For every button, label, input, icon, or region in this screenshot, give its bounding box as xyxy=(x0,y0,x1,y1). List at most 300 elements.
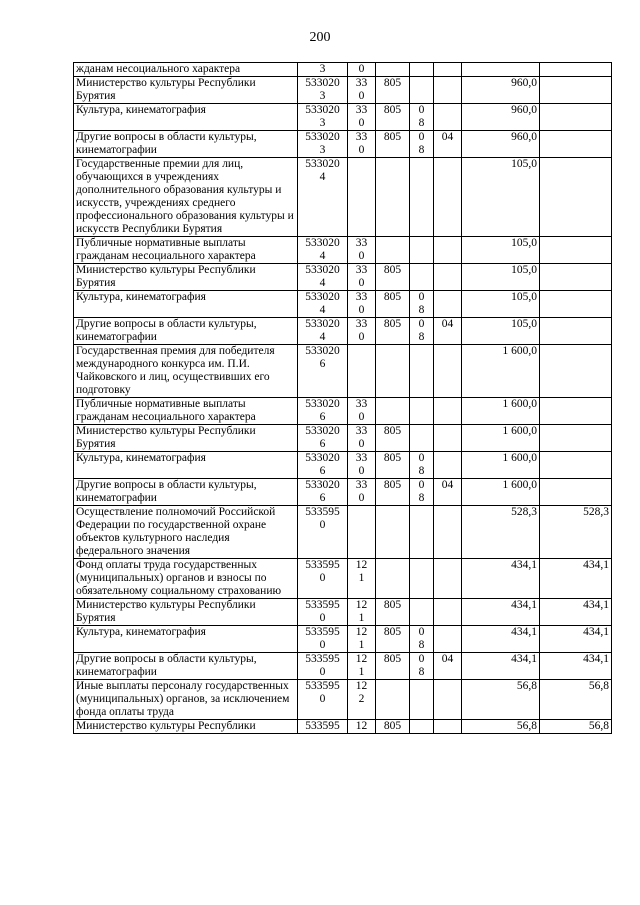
table-row xyxy=(74,345,612,398)
cell-text: Публичные нормативные выплаты гражданам несоциального характера xyxy=(76,237,256,262)
cell-text: 0 8 xyxy=(418,104,425,129)
cell-text: Министерство культуры Республики Бурятия xyxy=(76,425,256,450)
cell-text: 56,8 xyxy=(588,720,609,732)
cell-gr xyxy=(376,237,410,264)
cell-name xyxy=(74,237,298,264)
cell-text: 533020 6 xyxy=(305,452,340,477)
cell-s2 xyxy=(540,425,612,452)
cell-s2 xyxy=(540,626,612,653)
cell-cs xyxy=(298,599,348,626)
cell-cs xyxy=(298,318,348,345)
cell-text: 434,1 xyxy=(583,559,609,571)
table-row xyxy=(74,318,612,345)
cell-s1 xyxy=(462,680,540,720)
cell-name xyxy=(74,398,298,425)
cell-text: 434,1 xyxy=(511,653,537,665)
cell-text: 533595 0 xyxy=(305,626,340,651)
cell-text: 33 0 xyxy=(355,318,368,343)
cell-vr xyxy=(348,479,376,506)
cell-cs xyxy=(298,479,348,506)
cell-rz xyxy=(410,559,434,599)
cell-pr xyxy=(434,680,462,720)
cell-rz xyxy=(410,131,434,158)
cell-pr xyxy=(434,318,462,345)
cell-cs xyxy=(298,77,348,104)
cell-text: 1 600,0 xyxy=(502,345,537,357)
cell-vr xyxy=(348,626,376,653)
cell-s1 xyxy=(462,506,540,559)
cell-pr xyxy=(434,653,462,680)
cell-text: 0 8 xyxy=(418,626,425,651)
cell-name xyxy=(74,291,298,318)
cell-name xyxy=(74,599,298,626)
cell-s2 xyxy=(540,506,612,559)
cell-s2 xyxy=(540,63,612,77)
cell-s2 xyxy=(540,318,612,345)
cell-pr xyxy=(434,559,462,599)
cell-pr xyxy=(434,599,462,626)
cell-text: Министерство культуры Республики Бурятия xyxy=(76,599,256,624)
cell-cs xyxy=(298,653,348,680)
cell-rz xyxy=(410,599,434,626)
cell-text: 960,0 xyxy=(511,131,537,143)
cell-s1 xyxy=(462,158,540,237)
cell-rz xyxy=(410,506,434,559)
cell-text: 12 1 xyxy=(355,653,368,678)
cell-cs xyxy=(298,237,348,264)
cell-text: 528,3 xyxy=(583,506,609,518)
cell-text: 12 1 xyxy=(355,626,368,651)
cell-cs xyxy=(298,63,348,77)
cell-rz xyxy=(410,264,434,291)
cell-text: Публичные нормативные выплаты гражданам несоциального характера xyxy=(76,398,256,423)
cell-s1 xyxy=(462,131,540,158)
cell-text: Другие вопросы в области культуры, кинематографии xyxy=(76,653,257,678)
cell-text: Министерство культуры Республики xyxy=(76,720,256,732)
table-row xyxy=(74,653,612,680)
table-row xyxy=(74,559,612,599)
cell-text: 12 1 xyxy=(355,559,368,584)
cell-text: 960,0 xyxy=(511,104,537,116)
cell-s2 xyxy=(540,479,612,506)
cell-text: 533595 0 xyxy=(305,680,340,705)
cell-name xyxy=(74,479,298,506)
cell-text: 1 600,0 xyxy=(502,398,537,410)
cell-s1 xyxy=(462,318,540,345)
table-body xyxy=(74,63,612,734)
cell-cs xyxy=(298,291,348,318)
cell-text: Культура, кинематография xyxy=(76,452,206,464)
cell-text: 434,1 xyxy=(583,626,609,638)
cell-vr xyxy=(348,452,376,479)
cell-text: 1 600,0 xyxy=(502,425,537,437)
cell-text: 33 0 xyxy=(355,425,368,450)
cell-text: 04 xyxy=(441,318,454,330)
cell-text: Другие вопросы в области культуры, кинематографии xyxy=(76,131,257,156)
cell-text: 533020 4 xyxy=(305,318,340,343)
cell-gr xyxy=(376,291,410,318)
table-row xyxy=(74,237,612,264)
cell-rz xyxy=(410,452,434,479)
page-number: 200 xyxy=(309,30,331,45)
cell-name xyxy=(74,626,298,653)
cell-vr xyxy=(348,680,376,720)
cell-name xyxy=(74,158,298,237)
cell-name xyxy=(74,104,298,131)
cell-text: 960,0 xyxy=(511,77,537,89)
cell-s1 xyxy=(462,599,540,626)
cell-rz xyxy=(410,318,434,345)
cell-text: Культура, кинематография xyxy=(76,291,206,303)
cell-text: 33 0 xyxy=(355,77,368,102)
table-row xyxy=(74,398,612,425)
cell-text: 805 xyxy=(383,452,402,464)
cell-name xyxy=(74,318,298,345)
cell-text: 105,0 xyxy=(511,318,537,330)
cell-vr xyxy=(348,506,376,559)
cell-text: 533020 4 xyxy=(305,291,340,316)
cell-text: Культура, кинематография xyxy=(76,104,206,116)
cell-name xyxy=(74,345,298,398)
cell-pr xyxy=(434,131,462,158)
cell-text: 12 xyxy=(355,720,368,732)
cell-name xyxy=(74,131,298,158)
cell-pr xyxy=(434,291,462,318)
cell-name xyxy=(74,77,298,104)
cell-text: Министерство культуры Республики Бурятия xyxy=(76,77,256,102)
cell-text: 0 8 xyxy=(418,452,425,477)
cell-cs xyxy=(298,104,348,131)
cell-pr xyxy=(434,425,462,452)
cell-gr xyxy=(376,653,410,680)
cell-text: 533595 0 xyxy=(305,599,340,624)
cell-text: 04 xyxy=(441,653,454,665)
cell-text: 533020 3 xyxy=(305,104,340,129)
cell-text: 533020 6 xyxy=(305,479,340,504)
table-row xyxy=(74,104,612,131)
cell-text: 0 8 xyxy=(418,653,425,678)
cell-text: 528,3 xyxy=(511,506,537,518)
table-row xyxy=(74,291,612,318)
cell-text: 533595 0 xyxy=(305,653,340,678)
cell-cs xyxy=(298,626,348,653)
cell-pr xyxy=(434,479,462,506)
cell-text: 533595 0 xyxy=(305,559,340,584)
cell-text: 533020 6 xyxy=(305,398,340,423)
cell-rz xyxy=(410,291,434,318)
cell-rz xyxy=(410,680,434,720)
cell-text: 1 600,0 xyxy=(502,452,537,464)
cell-s2 xyxy=(540,720,612,734)
cell-text: 56,8 xyxy=(516,720,537,732)
cell-gr xyxy=(376,63,410,77)
cell-s2 xyxy=(540,653,612,680)
cell-gr xyxy=(376,77,410,104)
cell-gr xyxy=(376,599,410,626)
cell-text: 805 xyxy=(383,653,402,665)
cell-rz xyxy=(410,425,434,452)
cell-name xyxy=(74,264,298,291)
cell-text: 533020 3 xyxy=(305,131,340,156)
cell-vr xyxy=(348,77,376,104)
cell-text: 533020 4 xyxy=(305,237,340,262)
cell-pr xyxy=(434,77,462,104)
cell-s2 xyxy=(540,291,612,318)
cell-gr xyxy=(376,680,410,720)
table-row xyxy=(74,626,612,653)
cell-text: 0 8 xyxy=(418,131,425,156)
cell-text: 105,0 xyxy=(511,264,537,276)
cell-s1 xyxy=(462,237,540,264)
cell-gr xyxy=(376,479,410,506)
cell-pr xyxy=(434,345,462,398)
cell-cs xyxy=(298,559,348,599)
table-row xyxy=(74,479,612,506)
cell-text: 0 8 xyxy=(418,318,425,343)
cell-text: 1 600,0 xyxy=(502,479,537,491)
cell-vr xyxy=(348,291,376,318)
cell-text: 105,0 xyxy=(511,237,537,249)
table-row xyxy=(74,158,612,237)
cell-text: 805 xyxy=(383,479,402,491)
cell-text: 533595 xyxy=(305,720,340,732)
cell-s2 xyxy=(540,680,612,720)
cell-vr xyxy=(348,720,376,734)
cell-text: 33 0 xyxy=(355,131,368,156)
cell-rz xyxy=(410,345,434,398)
cell-text: 04 xyxy=(441,131,454,143)
cell-s1 xyxy=(462,626,540,653)
cell-text: 805 xyxy=(383,77,402,89)
cell-text: Другие вопросы в области культуры, кинематографии xyxy=(76,479,257,504)
cell-text: 0 xyxy=(358,63,365,75)
cell-s2 xyxy=(540,237,612,264)
cell-rz xyxy=(410,77,434,104)
cell-cs xyxy=(298,680,348,720)
cell-text: 533595 0 xyxy=(305,506,340,531)
cell-vr xyxy=(348,131,376,158)
cell-text: 33 0 xyxy=(355,398,368,423)
cell-vr xyxy=(348,599,376,626)
cell-pr xyxy=(434,63,462,77)
cell-gr xyxy=(376,104,410,131)
cell-pr xyxy=(434,398,462,425)
cell-text: 33 0 xyxy=(355,104,368,129)
table-row xyxy=(74,680,612,720)
cell-text: 434,1 xyxy=(511,559,537,571)
cell-gr xyxy=(376,264,410,291)
cell-s1 xyxy=(462,77,540,104)
cell-text: 0 8 xyxy=(418,291,425,316)
cell-cs xyxy=(298,158,348,237)
cell-s1 xyxy=(462,720,540,734)
cell-text: 805 xyxy=(383,425,402,437)
cell-text: 56,8 xyxy=(588,680,609,692)
cell-vr xyxy=(348,425,376,452)
cell-text: 105,0 xyxy=(511,291,537,303)
cell-text: Государственная премия для победителя международного конкурса им. П.И. Чайковского и лиц, осуществивших его подготовку xyxy=(76,345,275,396)
cell-rz xyxy=(410,720,434,734)
cell-s2 xyxy=(540,452,612,479)
cell-s1 xyxy=(462,479,540,506)
cell-s1 xyxy=(462,653,540,680)
cell-vr xyxy=(348,63,376,77)
table-row xyxy=(74,452,612,479)
cell-cs xyxy=(298,345,348,398)
cell-text: 805 xyxy=(383,720,402,732)
cell-text: 805 xyxy=(383,104,402,116)
cell-vr xyxy=(348,104,376,131)
cell-text: Осуществление полномочий Российской Федерации по государственной охране объектов культурного наследия федерального значения xyxy=(76,506,276,557)
cell-pr xyxy=(434,104,462,131)
cell-rz xyxy=(410,104,434,131)
cell-name xyxy=(74,506,298,559)
cell-text: Культура, кинематография xyxy=(76,626,206,638)
table-row xyxy=(74,264,612,291)
cell-vr xyxy=(348,398,376,425)
cell-rz xyxy=(410,653,434,680)
cell-text: 533020 6 xyxy=(305,345,340,370)
cell-text: Другие вопросы в области культуры, кинематографии xyxy=(76,318,257,343)
cell-text: жданам несоциального характера xyxy=(76,63,241,75)
cell-text: 33 0 xyxy=(355,479,368,504)
cell-text: 533020 3 xyxy=(305,77,340,102)
cell-s1 xyxy=(462,345,540,398)
cell-text: Государственные премии для лиц, обучающихся в учреждениях дополнительного образования культуры и искусств, учреждениях среднего профессионального образования культуры и искусств Республики Бурятия xyxy=(76,158,294,235)
cell-gr xyxy=(376,559,410,599)
cell-pr xyxy=(434,237,462,264)
cell-rz xyxy=(410,398,434,425)
cell-text: 33 0 xyxy=(355,264,368,289)
cell-name xyxy=(74,653,298,680)
cell-name xyxy=(74,680,298,720)
cell-gr xyxy=(376,425,410,452)
cell-cs xyxy=(298,452,348,479)
cell-s2 xyxy=(540,599,612,626)
cell-gr xyxy=(376,720,410,734)
cell-s1 xyxy=(462,264,540,291)
cell-cs xyxy=(298,131,348,158)
cell-s2 xyxy=(540,158,612,237)
cell-gr xyxy=(376,506,410,559)
cell-gr xyxy=(376,131,410,158)
cell-rz xyxy=(410,626,434,653)
table-row xyxy=(74,720,612,734)
cell-text: 533020 6 xyxy=(305,425,340,450)
cell-name xyxy=(74,720,298,734)
cell-s2 xyxy=(540,77,612,104)
cell-gr xyxy=(376,398,410,425)
cell-cs xyxy=(298,264,348,291)
cell-s2 xyxy=(540,104,612,131)
cell-name xyxy=(74,425,298,452)
cell-cs xyxy=(298,720,348,734)
cell-pr xyxy=(434,506,462,559)
table-row xyxy=(74,131,612,158)
cell-text: 105,0 xyxy=(511,158,537,170)
table-row xyxy=(74,599,612,626)
cell-s1 xyxy=(462,104,540,131)
cell-text: 3 xyxy=(319,63,326,75)
cell-text: 33 0 xyxy=(355,291,368,316)
cell-text: 805 xyxy=(383,131,402,143)
cell-text: 434,1 xyxy=(583,599,609,611)
cell-text: 434,1 xyxy=(511,599,537,611)
table-row xyxy=(74,63,612,77)
cell-s2 xyxy=(540,264,612,291)
cell-name xyxy=(74,452,298,479)
cell-name xyxy=(74,559,298,599)
cell-text: 434,1 xyxy=(583,653,609,665)
cell-vr xyxy=(348,653,376,680)
cell-gr xyxy=(376,318,410,345)
cell-text: 0 8 xyxy=(418,479,425,504)
cell-pr xyxy=(434,720,462,734)
cell-s1 xyxy=(462,63,540,77)
cell-vr xyxy=(348,264,376,291)
cell-rz xyxy=(410,237,434,264)
cell-text: Министерство культуры Республики Бурятия xyxy=(76,264,256,289)
cell-pr xyxy=(434,264,462,291)
cell-s1 xyxy=(462,559,540,599)
cell-vr xyxy=(348,318,376,345)
cell-cs xyxy=(298,425,348,452)
table-row xyxy=(74,506,612,559)
cell-pr xyxy=(434,158,462,237)
cell-gr xyxy=(376,452,410,479)
cell-gr xyxy=(376,345,410,398)
cell-pr xyxy=(434,452,462,479)
cell-text: 56,8 xyxy=(516,680,537,692)
cell-gr xyxy=(376,626,410,653)
cell-name xyxy=(74,63,298,77)
cell-text: 12 1 xyxy=(355,599,368,624)
cell-text: 533020 4 xyxy=(305,158,340,183)
cell-text: 12 2 xyxy=(355,680,368,705)
cell-pr xyxy=(434,626,462,653)
cell-text: 04 xyxy=(441,479,454,491)
budget-table xyxy=(73,62,612,734)
cell-s1 xyxy=(462,452,540,479)
cell-gr xyxy=(376,158,410,237)
cell-text: 33 0 xyxy=(355,452,368,477)
cell-vr xyxy=(348,237,376,264)
cell-cs xyxy=(298,398,348,425)
cell-rz xyxy=(410,158,434,237)
cell-s1 xyxy=(462,425,540,452)
cell-vr xyxy=(348,158,376,237)
cell-text: 805 xyxy=(383,291,402,303)
cell-s2 xyxy=(540,345,612,398)
cell-s2 xyxy=(540,559,612,599)
cell-s2 xyxy=(540,398,612,425)
cell-text: 805 xyxy=(383,264,402,276)
cell-text: Иные выплаты персоналу государственных (муниципальных) органов, за исключением фонда оплаты труда xyxy=(76,680,290,718)
cell-text: 434,1 xyxy=(511,626,537,638)
cell-text: 533020 4 xyxy=(305,264,340,289)
table-row xyxy=(74,425,612,452)
cell-vr xyxy=(348,345,376,398)
cell-rz xyxy=(410,63,434,77)
cell-rz xyxy=(410,479,434,506)
cell-text: Фонд оплаты труда государственных (муниципальных) органов и взносы по обязательному социальному страхованию xyxy=(76,559,282,597)
table-row xyxy=(74,77,612,104)
cell-s1 xyxy=(462,291,540,318)
cell-text: 805 xyxy=(383,318,402,330)
cell-s1 xyxy=(462,398,540,425)
cell-text: 805 xyxy=(383,599,402,611)
cell-cs xyxy=(298,506,348,559)
